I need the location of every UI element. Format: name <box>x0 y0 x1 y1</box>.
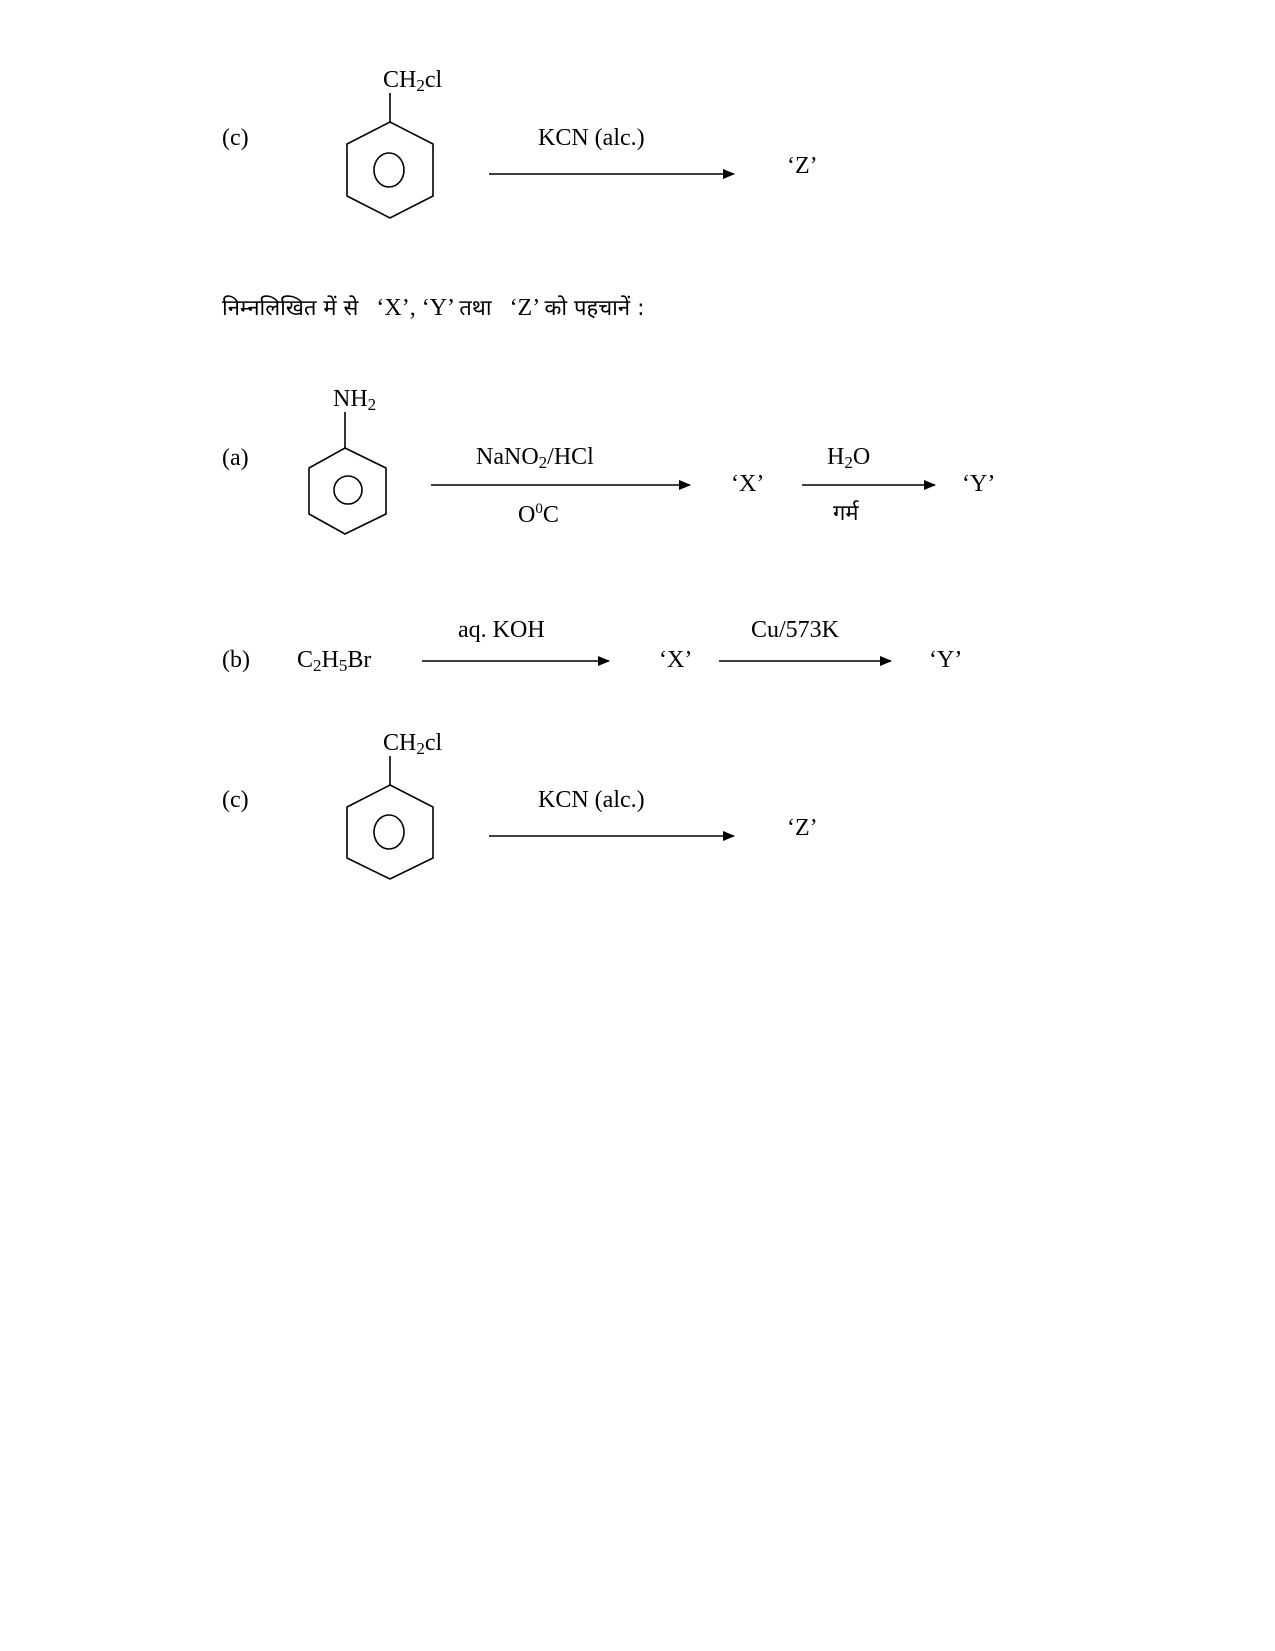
substituent-ch2cl: $CH_2cl$ <box>383 730 443 758</box>
reagent-aq-koh: aq. KOH <box>458 617 545 643</box>
benzene-ring-a <box>309 412 386 534</box>
intermediate-x-b: ‘X’ <box>659 647 693 673</box>
item-label-a: (a) <box>222 445 249 471</box>
reagent-kcn-top: KCN (alc.) <box>538 125 645 151</box>
instruction-hindi-2: तथा <box>459 296 492 321</box>
substituent-ch2cl-top: $CH_2cl$ <box>383 67 443 95</box>
product-y-a: ‘Y’ <box>962 471 996 497</box>
reagent-h2o: $H_2O$ <box>827 444 871 472</box>
reactant-ethyl-bromide: $C_2H_5Br$ <box>297 647 372 675</box>
item-label-top-c: (c) <box>222 125 249 151</box>
condition-temperature: $O^0C$ <box>518 501 559 528</box>
benzene-ring-top-c <box>347 93 433 218</box>
substituent-nh2: $NH_2$ <box>333 386 377 414</box>
question-instruction <box>222 296 645 320</box>
condition-heat: गर्म <box>833 501 859 526</box>
reagent-nano2-hcl: NaNO$_2$/HCl <box>476 444 594 472</box>
instruction-z: ‘Z’ <box>509 295 539 321</box>
reagent-kcn: KCN (alc.) <box>538 787 645 813</box>
item-label-c: (c) <box>222 787 249 813</box>
product-y-b: ‘Y’ <box>929 647 963 673</box>
item-label-b: (b) <box>222 647 250 673</box>
instruction-xy: ‘X’, ‘Y’ <box>376 295 454 321</box>
instruction-hindi-3: को पहचानें : <box>544 296 645 321</box>
product-z-top: ‘Z’ <box>787 153 818 179</box>
intermediate-x-a: ‘X’ <box>731 471 765 497</box>
benzene-ring-c <box>347 756 433 879</box>
product-z: ‘Z’ <box>787 815 818 841</box>
reagent-cu-573k: Cu/573K <box>751 617 840 643</box>
instruction-hindi-1: निम्नलिखित में से <box>222 296 359 321</box>
